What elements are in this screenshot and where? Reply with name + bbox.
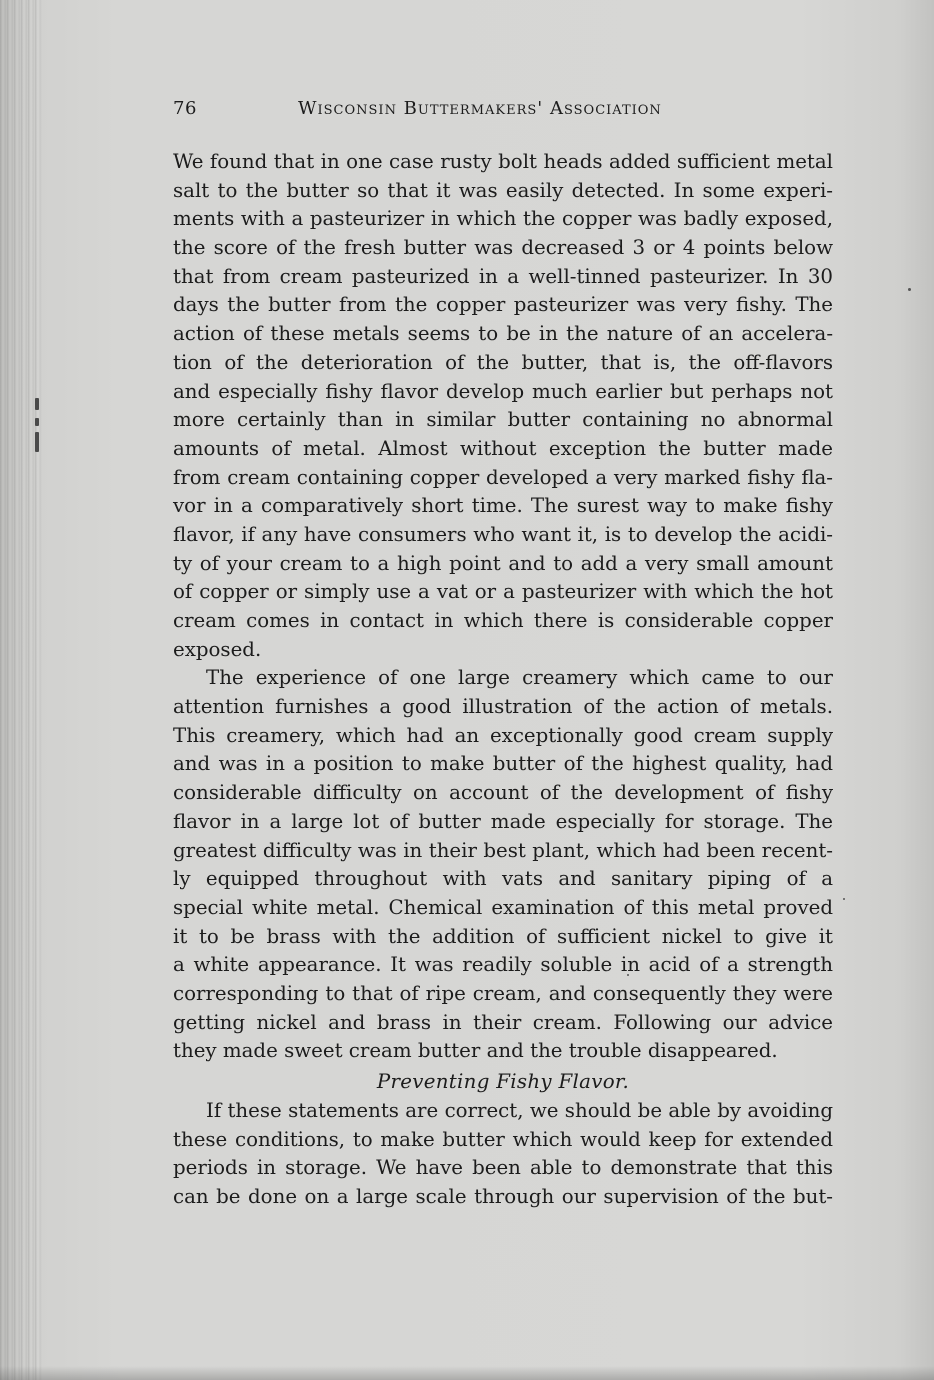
text-line: from cream containing copper developed a very marked fishy fla-: [173, 465, 833, 489]
text-line: The experience of one large creamery which came to our: [206, 666, 833, 690]
text-line: more certainly than in similar butter containing no abnormal: [173, 408, 833, 432]
running-title: Wisconsin Buttermakers' Association: [298, 98, 662, 119]
text-line: salt to the butter so that it was easily detected. In some experi-: [173, 178, 833, 202]
text-line: and was in a position to make butter of the highest quality, had: [173, 752, 833, 776]
text-line: We found that in one case rusty bolt heads added sufficient metal: [173, 150, 833, 173]
page-number: 76: [173, 98, 197, 119]
binding-stitch: [35, 432, 39, 452]
text-line: considerable difficulty on account of the development of fishy: [173, 781, 833, 805]
paragraph-1: [173, 148, 833, 664]
paragraph-3: [173, 1097, 833, 1212]
text-line: they made sweet cream butter and the trouble disappeared.: [173, 1039, 778, 1063]
text-line: these conditions, to make butter which would keep for extended: [173, 1127, 833, 1151]
text-line: ty of your cream to a high point and to add a very small amount: [173, 551, 833, 575]
text-line: a white appearance. It was readily soluble in acid of a strength: [173, 953, 833, 977]
paper-speck: [843, 898, 845, 900]
text-line: flavor in a large lot of butter made especially for storage. The: [173, 809, 833, 833]
text-line: cream comes in contact in which there is considerable copper: [173, 609, 833, 632]
text-line: flavor, if any have consumers who want it, is to develop the acidi-: [173, 522, 833, 546]
text-line: exposed.: [173, 637, 262, 661]
text-line: If these statements are correct, we should be able by avoiding: [206, 1099, 833, 1122]
text-line: and especially fishy flavor develop much earlier but perhaps not: [173, 379, 833, 403]
section-subheading: Preventing Fishy Flavor.: [376, 1070, 630, 1093]
page-bottom-edge: [0, 1366, 934, 1380]
running-header: [173, 98, 833, 124]
text-line: greatest difficulty was in their best plant, which had been recent-: [173, 838, 833, 862]
book-binding-edge: [0, 0, 42, 1380]
text-line: can be done on a large scale through our supervision of the but-: [173, 1185, 833, 1209]
text-line: attention furnishes a good illustration of the action of metals.: [173, 695, 833, 719]
text-line: action of these metals seems to be in the nature of an accelera-: [173, 322, 833, 346]
text-line: corresponding to that of ripe cream, and consequently they were: [173, 981, 833, 1005]
text-line: tion of the deterioration of the butter, that is, the off-flavors: [173, 350, 833, 374]
paragraph-2: [173, 664, 833, 1066]
paper-speck: [908, 288, 911, 291]
binding-stitch: [35, 398, 39, 410]
text-line: it to be brass with the addition of sufficient nickel to give it: [173, 924, 833, 948]
text-line: of copper or simply use a vat or a pasteurizer with which the hot: [173, 580, 833, 604]
text-line: vor in a comparatively short time. The surest way to make fishy: [173, 494, 833, 518]
text-line: ly equipped throughout with vats and sanitary piping of a: [173, 867, 833, 891]
text-line: special white metal. Chemical examination of this metal proved: [173, 895, 833, 919]
text-line: that from cream pasteurized in a well-tinned pasteurizer. In 30: [173, 264, 833, 288]
text-line: the score of the fresh butter was decreased 3 or 4 points below: [173, 236, 833, 260]
text-line: periods in storage. We have been able to demonstrate that this: [173, 1156, 833, 1180]
text-line: getting nickel and brass in their cream. Following our advice: [173, 1010, 833, 1034]
binding-stitch: [35, 418, 39, 426]
text-line: days the butter from the copper pasteurizer was very fishy. The: [173, 293, 833, 317]
body-text: [173, 148, 833, 1212]
text-line: amounts of metal. Almost without exception the butter made: [173, 436, 833, 460]
text-line: This creamery, which had an exceptionally good cream supply: [173, 723, 833, 747]
text-line: ments with a pasteurizer in which the copper was badly exposed,: [173, 207, 833, 231]
